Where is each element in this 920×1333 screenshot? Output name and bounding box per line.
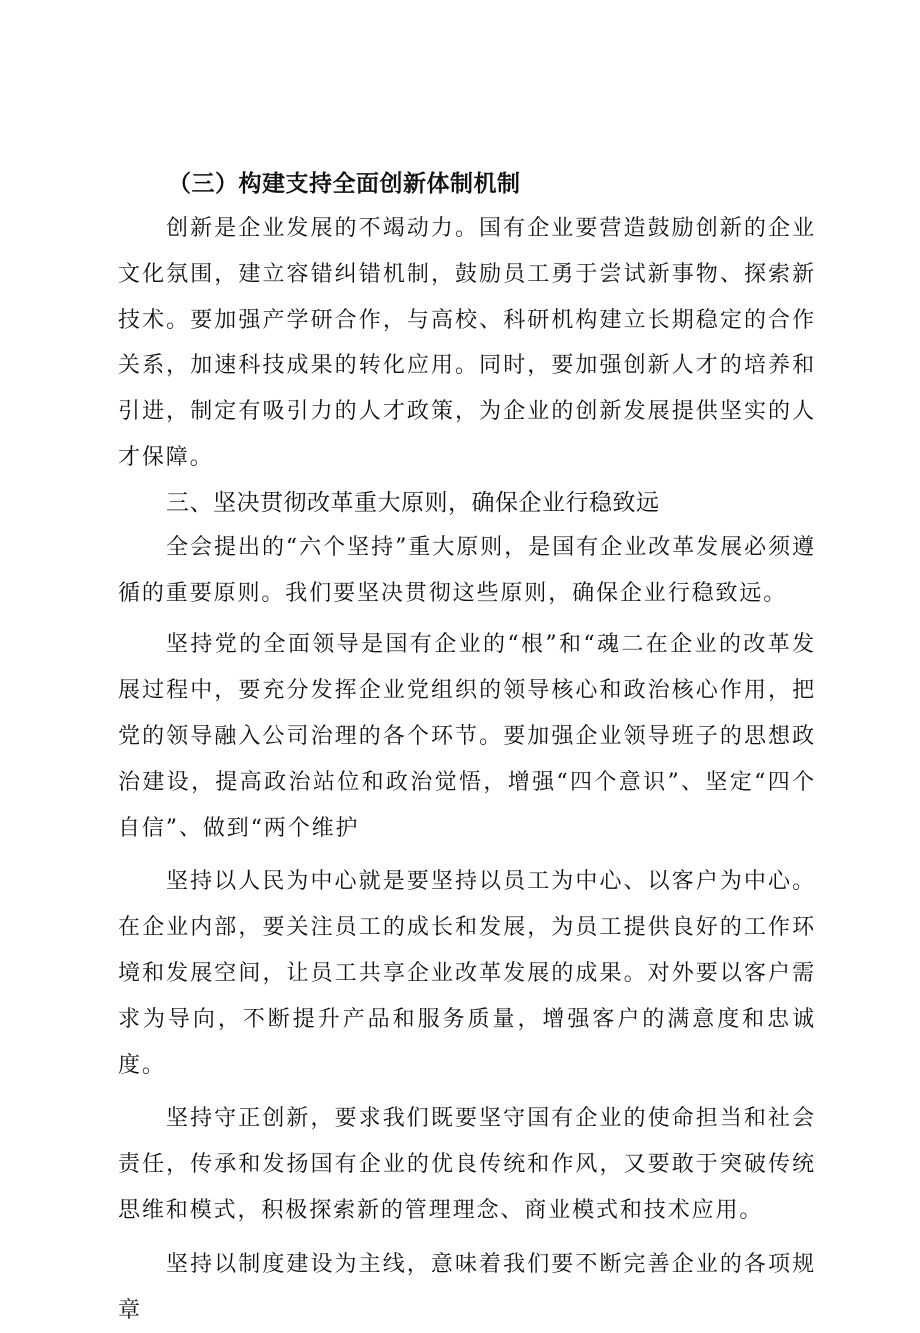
subheading-build-innovation-mechanism: （三）构建支持全面创新体制机制 bbox=[168, 170, 521, 197]
paragraph-upright-innovation: 坚持守正创新，要求我们既要坚守国有企业的使命担当和社会责任，传承和发扬国有企业的优良传统和作风，又要敢于突破传统思维和模式，积极探索新的管理理念、商业模式和技术应用。 bbox=[118, 1106, 816, 1223]
paragraph-six-principles: 全会提出的“六个坚持”重大原则，是国有企业改革发展必须遵循的重要原则。我们要坚决贯彻这些原则，确保企业行稳致远。 bbox=[118, 534, 816, 606]
document-body bbox=[118, 162, 816, 1333]
paragraph-innovation-driver: 创新是企业发展的不竭动力。国有企业要营造鼓励创新的企业文化氛围，建立容错纠错机制，鼓励员工勇于尝试新事物、探索新技术。要加强产学研合作，与高校、科研机构建立长期稳定的合作关系，加速科技成果的转化应用。同时，要加强创新人才的培养和引进，制定有吸引力的人才政策，为企业的创新发展提供坚实的人才保障。 bbox=[118, 216, 816, 470]
paragraph-system-building: 坚持以制度建设为主线，意味着我们要不断完善企业的各项规章 bbox=[118, 1251, 816, 1323]
paragraph-party-leadership: 坚持党的全面领导是国有企业的“根”和“魂二在企业的改革发展过程中，要充分发挥企业党组织的领导核心和政治核心作用，把党的领导融入公司治理的各个环节。要加强企业领导班子的思想政治建设，提高政治站位和政治觉悟，增强“四个意识”、坚定“四个自信”、做到“两个维护 bbox=[118, 632, 816, 841]
section-heading-reform-principles: 三、坚决贯彻改革重大原则，确保企业行稳致远 bbox=[166, 489, 660, 516]
paragraph-people-centered: 坚持以人民为中心就是要坚持以员工为中心、以客户为中心。在企业内部，要关注员工的成长和发展，为员工提供良好的工作环境和发展空间，让员工共享企业改革发展的成果。对外要以客户需求为导向，不断提升产品和服务质量，增强客户的满意度和忠诚度。 bbox=[118, 869, 816, 1078]
